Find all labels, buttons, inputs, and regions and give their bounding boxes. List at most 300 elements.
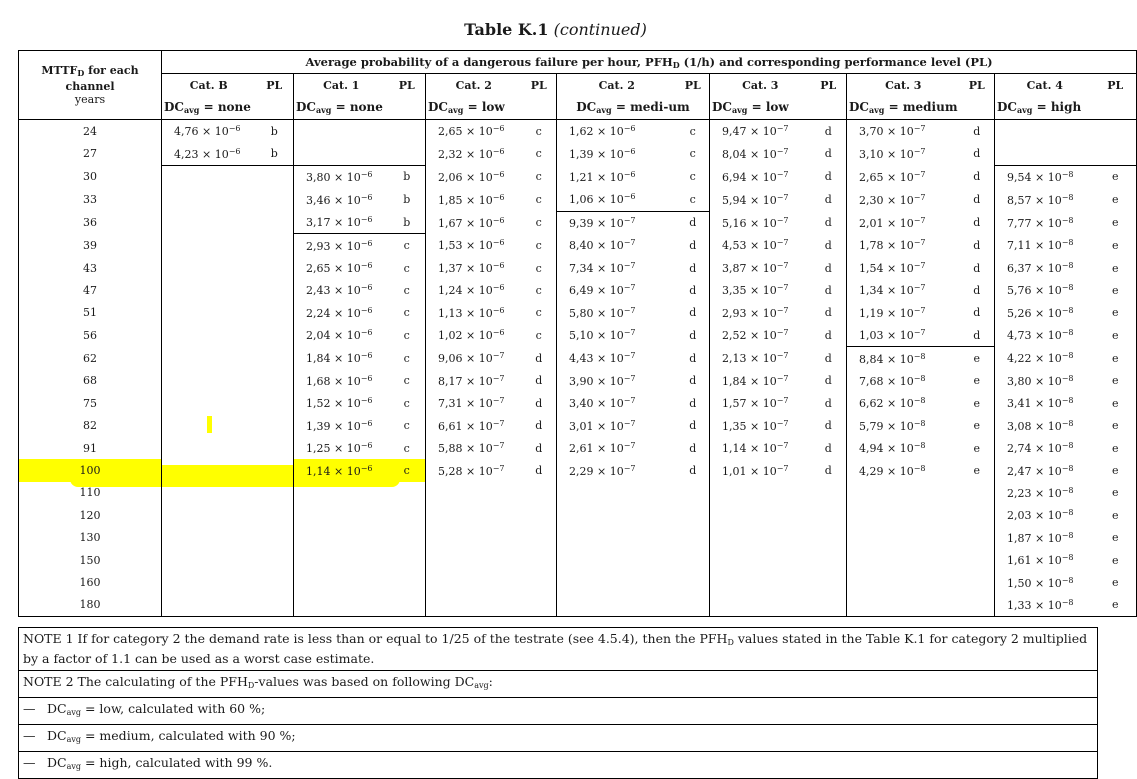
- pl-cell: [256, 482, 294, 504]
- table-row: [19, 482, 1137, 504]
- pfh-value-cell: $1,13 \times 10^{-6}$: [426, 302, 522, 324]
- pl-cell: c: [535, 328, 542, 342]
- pl-cell: c: [535, 261, 542, 275]
- pl-cell: d: [689, 328, 697, 342]
- pfh-value-cell: $7,31 \times 10^{-7}$: [426, 392, 522, 414]
- pfh-value-cell: [162, 302, 256, 324]
- pfh-value-cell: [426, 571, 522, 593]
- mttf-cell: 68: [83, 374, 97, 388]
- pfh-value-cell: [710, 504, 811, 526]
- pfh-value-cell: [162, 370, 256, 392]
- pl-cell: c: [403, 419, 410, 433]
- note-2-item: — $DC_{avg}$ = high, calculated with 99 %.: [19, 751, 1097, 778]
- pl-cell: [256, 527, 294, 549]
- pl-cell: d: [689, 351, 697, 365]
- pl-cell: [960, 571, 995, 593]
- pfh-value-cell: $2,29 \times 10^{-7}$: [557, 459, 677, 481]
- pfh-value-cell: $8,04 \times 10^{-7}$: [710, 142, 811, 165]
- pfh-value-cell: [162, 437, 256, 459]
- table-row: [19, 234, 1137, 257]
- mttf-line3: years: [74, 93, 106, 106]
- pl-cell: c: [689, 124, 696, 138]
- table-row: [19, 571, 1137, 593]
- pl-cell: [1095, 142, 1137, 165]
- pfh-value-cell: $5,10 \times 10^{-7}$: [557, 324, 677, 347]
- pfh-value-cell: $2,01 \times 10^{-7}$: [847, 211, 960, 234]
- pfh-value-cell: $8,57 \times 10^{-8}$: [995, 188, 1095, 211]
- category-header: PL: [530, 78, 547, 92]
- pl-cell: c: [689, 147, 696, 161]
- pfh-value-cell: $9,39 \times 10^{-7}$: [557, 211, 677, 234]
- pl-cell: d: [960, 324, 995, 347]
- pl-cell: d: [689, 216, 697, 230]
- mttf-cell: 43: [83, 261, 97, 275]
- pfh-value-cell: $7,77 \times 10^{-8}$: [995, 211, 1095, 234]
- pl-cell: e: [1112, 464, 1119, 478]
- pfh-value-cell: $3,90 \times 10^{-7}$: [557, 370, 677, 392]
- pl-cell: [811, 504, 847, 526]
- mttf-cell: 36: [83, 216, 97, 229]
- category-header: PL: [398, 78, 415, 92]
- pl-cell: d: [824, 374, 832, 388]
- pl-cell: c: [689, 170, 696, 184]
- pfh-value-cell: $2,93 \times 10^{-6}$: [294, 234, 389, 257]
- mttf-cell: 120: [79, 508, 101, 522]
- pfh-value-cell: $6,61 \times 10^{-7}$: [426, 415, 522, 437]
- pfh-value-cell: $2,24 \times 10^{-6}$: [294, 302, 389, 324]
- table-title-label: Table K.1: [464, 20, 549, 39]
- pfh-value-cell: [162, 527, 256, 549]
- pl-cell: d: [824, 170, 832, 184]
- note-2: [19, 670, 1097, 697]
- pfh-value-cell: $4,73 \times 10^{-8}$: [995, 324, 1095, 347]
- table-row: [19, 302, 1137, 324]
- table-row: [19, 211, 1137, 234]
- pfh-value-cell: $3,10 \times 10^{-7}$: [847, 142, 960, 165]
- pfh-value-cell: [557, 504, 677, 526]
- table-row: [19, 165, 1137, 188]
- pl-cell: d: [689, 261, 697, 275]
- pl-cell: [389, 549, 426, 571]
- pfh-value-cell: $1,78 \times 10^{-7}$: [847, 234, 960, 257]
- pl-cell: c: [677, 188, 710, 211]
- pfh-value-cell: [847, 549, 960, 571]
- pl-cell: b: [403, 170, 411, 184]
- pl-cell: d: [824, 238, 832, 252]
- mttf-line1: MTTF: [41, 64, 78, 77]
- pfh-value-cell: $2,13 \times 10^{-7}$: [710, 347, 811, 370]
- pfh-value-cell: $3,46 \times 10^{-6}$: [294, 188, 389, 211]
- pl-cell: d: [535, 441, 543, 455]
- pl-cell: d: [973, 124, 981, 138]
- pfh-value-cell: [162, 594, 256, 617]
- note-2-text-a: NOTE 2 The calculating of the PFH: [23, 674, 248, 689]
- pl-cell: [677, 594, 710, 617]
- main-header-text: Average probability of a dangerous failure per hour, PFH: [305, 54, 673, 69]
- pfh-value-cell: [162, 257, 256, 279]
- pl-cell: e: [1112, 351, 1119, 365]
- mttf-cell: 24: [83, 124, 97, 138]
- pl-cell: [522, 594, 557, 617]
- pfh-value-cell: $1,21 \times 10^{-6}$: [557, 165, 677, 188]
- pl-cell: e: [1112, 306, 1119, 320]
- pl-cell: [389, 504, 426, 526]
- pfh-value-cell: $1,37 \times 10^{-6}$: [426, 257, 522, 279]
- pfh-value-cell: [710, 527, 811, 549]
- pfh-value-cell: $3,35 \times 10^{-7}$: [710, 279, 811, 301]
- table-row: [19, 257, 1137, 279]
- pl-cell: d: [824, 441, 832, 455]
- pfh-value-cell: [162, 324, 256, 347]
- note-1-sub: D: [727, 638, 734, 647]
- pl-cell: c: [403, 396, 410, 410]
- pl-cell: e: [1112, 261, 1119, 275]
- pl-cell: b: [403, 193, 411, 207]
- pfh-value-cell: [995, 120, 1095, 143]
- pfh-value-cell: $1,62 \times 10^{-6}$: [557, 120, 677, 143]
- pl-cell: [256, 302, 294, 324]
- pl-cell: e: [973, 441, 980, 455]
- category-header: Cat. 2: [557, 74, 677, 97]
- dc-header: $DC_{avg}$ = none: [162, 96, 294, 120]
- pfh-value-cell: $1,61 \times 10^{-8}$: [995, 549, 1095, 571]
- pl-cell: e: [1112, 576, 1119, 589]
- pl-cell: c: [535, 124, 542, 138]
- pfh-value-cell: $5,26 \times 10^{-8}$: [995, 302, 1095, 324]
- pl-cell: d: [689, 419, 697, 433]
- pl-cell: e: [973, 374, 980, 388]
- pfh-value-cell: [294, 482, 389, 504]
- pl-cell: e: [1112, 419, 1119, 433]
- pfh-value-cell: [847, 571, 960, 593]
- table-row: [19, 279, 1137, 301]
- pl-cell: e: [1112, 486, 1119, 500]
- pfh-value-cell: $5,88 \times 10^{-7}$: [426, 437, 522, 459]
- pl-cell: e: [1112, 598, 1119, 612]
- pfh-value-cell: [426, 504, 522, 526]
- pfh-value-cell: $6,37 \times 10^{-8}$: [995, 257, 1095, 279]
- pl-cell: [256, 279, 294, 301]
- pfh-value-cell: [557, 594, 677, 617]
- pl-cell: d: [824, 396, 832, 410]
- pl-cell: [389, 527, 426, 549]
- pl-cell: d: [824, 193, 832, 207]
- mttf-cell: 100: [19, 459, 162, 481]
- note-1-text-a: NOTE 1 If for category 2 the demand rate is less than or equal to 1/25 of the testrate (see 4.5.4), then the PFH: [23, 631, 728, 646]
- pl-cell: d: [824, 124, 832, 138]
- mttf-cell: 51: [83, 306, 97, 320]
- pfh-value-cell: $5,80 \times 10^{-7}$: [557, 302, 677, 324]
- main-header: [162, 51, 1137, 74]
- pfh-value-cell: $5,28 \times 10^{-7}$: [426, 459, 522, 481]
- pfh-value-cell: $1,14 \times 10^{-7}$: [710, 437, 811, 459]
- pl-cell: [677, 549, 710, 571]
- pfh-value-cell: $4,94 \times 10^{-8}$: [847, 437, 960, 459]
- pfh-value-cell: $1,03 \times 10^{-7}$: [847, 324, 960, 347]
- dc-header: $DC_{avg}$ = low: [426, 96, 557, 120]
- pl-cell: c: [403, 328, 410, 342]
- pfh-value-cell: [294, 571, 389, 593]
- pl-cell: c: [535, 216, 542, 229]
- category-header: Cat. 1: [294, 74, 389, 97]
- category-header: PL: [968, 78, 985, 92]
- pfh-value-cell: $9,47 \times 10^{-7}$: [710, 120, 811, 143]
- pfh-value-cell: [426, 594, 522, 617]
- pfh-value-cell: $1,19 \times 10^{-7}$: [847, 302, 960, 324]
- pfh-value-cell: $1,57 \times 10^{-7}$: [710, 392, 811, 414]
- pl-cell: c: [535, 238, 542, 252]
- pl-cell: e: [973, 464, 980, 478]
- pl-cell: [256, 370, 294, 392]
- pl-cell: d: [824, 328, 832, 342]
- pl-cell: c: [403, 239, 410, 253]
- pl-cell: e: [1112, 441, 1119, 455]
- pfh-value-cell: $2,47 \times 10^{-8}$: [995, 459, 1095, 481]
- pl-cell: d: [973, 170, 981, 184]
- pl-cell: e: [1112, 374, 1119, 388]
- pl-cell: d: [824, 261, 832, 275]
- pfh-value-cell: [294, 120, 389, 143]
- table-row: [19, 392, 1137, 414]
- pfh-value-cell: [162, 549, 256, 571]
- pl-cell: [960, 594, 995, 617]
- pfh-value-cell: $4,22 \times 10^{-8}$: [995, 347, 1095, 370]
- pfh-value-cell: [162, 392, 256, 414]
- pl-cell: d: [973, 238, 981, 252]
- mttf-cell: 110: [79, 486, 101, 500]
- pl-cell: b: [256, 142, 294, 165]
- table-row: [19, 142, 1137, 165]
- pl-cell: d: [689, 396, 697, 410]
- pfh-value-cell: $6,94 \times 10^{-7}$: [710, 165, 811, 188]
- pl-cell: e: [1112, 238, 1119, 252]
- category-header: Cat. B: [162, 74, 256, 97]
- pfh-value-cell: [294, 142, 389, 165]
- pl-cell: [256, 324, 294, 347]
- pfh-value-cell: $1,14 \times 10^{-6}$: [294, 459, 389, 481]
- pl-cell: [811, 571, 847, 593]
- pl-cell: d: [824, 464, 832, 478]
- pfh-value-cell: [294, 527, 389, 549]
- table-title-continued: (continued): [553, 20, 647, 39]
- pl-cell: [960, 482, 995, 504]
- pfh-value-cell: [162, 504, 256, 526]
- mttf-cell: 62: [83, 351, 97, 365]
- pl-cell: b: [270, 124, 278, 138]
- dc-header: $DC_{avg}$ = high: [995, 96, 1137, 120]
- pfh-value-cell: $3,08 \times 10^{-8}$: [995, 415, 1095, 437]
- pl-cell: c: [403, 441, 410, 455]
- pfh-value-cell: $2,93 \times 10^{-7}$: [710, 302, 811, 324]
- pl-cell: d: [973, 193, 981, 207]
- pl-cell: c: [389, 459, 426, 481]
- mttf-cell: 27: [83, 147, 97, 161]
- pl-cell: d: [973, 261, 981, 275]
- note-1: [19, 627, 1097, 670]
- pl-cell: c: [535, 147, 542, 161]
- pl-cell: [256, 549, 294, 571]
- pfh-value-cell: $8,17 \times 10^{-7}$: [426, 370, 522, 392]
- pfh-value-cell: $4,53 \times 10^{-7}$: [710, 234, 811, 257]
- pl-cell: d: [535, 464, 543, 478]
- pfh-value-cell: $2,03 \times 10^{-8}$: [995, 504, 1095, 526]
- pfh-value-cell: $3,40 \times 10^{-7}$: [557, 392, 677, 414]
- pfh-value-cell: [162, 165, 256, 188]
- pfh-value-cell: [426, 482, 522, 504]
- table-title: [0, 20, 1111, 39]
- pl-cell: e: [973, 352, 980, 366]
- mttf-cell: 82: [83, 419, 97, 433]
- pl-cell: [677, 571, 710, 593]
- pl-cell: [677, 504, 710, 526]
- pl-cell: c: [403, 261, 410, 275]
- pfh-value-cell: [294, 549, 389, 571]
- pfh-value-cell: $1,84 \times 10^{-6}$: [294, 347, 389, 370]
- pfh-value-cell: $2,61 \times 10^{-7}$: [557, 437, 677, 459]
- dc-row: [19, 96, 1137, 120]
- pl-cell: [256, 234, 294, 257]
- main-header-tail: (1/h) and corresponding performance level (PL): [679, 54, 993, 69]
- pl-cell: e: [973, 419, 980, 433]
- pfh-value-cell: [710, 594, 811, 617]
- table-row: [19, 415, 1137, 437]
- pl-cell: e: [1112, 508, 1119, 522]
- pl-cell: c: [535, 283, 542, 297]
- table-row: [19, 437, 1137, 459]
- pl-cell: [256, 504, 294, 526]
- pl-cell: [811, 549, 847, 571]
- main-header-sub: D: [672, 59, 680, 70]
- mttf-cell: 180: [79, 598, 101, 612]
- pl-cell: c: [403, 351, 410, 365]
- note-2-item: — $DC_{avg}$ = low, calculated with 60 %;: [19, 697, 1097, 724]
- mttf-sub: D: [77, 68, 85, 78]
- category-row: [19, 74, 1137, 97]
- mttf-cell: 150: [79, 553, 101, 567]
- dc-header: $DC_{avg}$ = low: [710, 96, 847, 120]
- pfh-value-cell: [162, 347, 256, 370]
- pl-cell: d: [689, 374, 697, 388]
- pfh-value-cell: $1,68 \times 10^{-6}$: [294, 370, 389, 392]
- pfh-value-cell: [162, 482, 256, 504]
- pfh-value-cell: $3,87 \times 10^{-7}$: [710, 257, 811, 279]
- pfh-value-cell: $2,32 \times 10^{-6}$: [426, 142, 522, 165]
- pl-cell: d: [973, 283, 981, 297]
- pl-cell: [256, 459, 294, 481]
- category-header: Cat. 3: [847, 74, 960, 97]
- pl-cell: [256, 594, 294, 617]
- pfh-value-cell: $9,54 \times 10^{-8}$: [995, 165, 1095, 188]
- pfh-value-cell: $1,53 \times 10^{-6}$: [426, 234, 522, 257]
- pl-cell: [522, 549, 557, 571]
- notes-block: [18, 627, 1098, 779]
- pfh-value-cell: $3,17 \times 10^{-6}$: [294, 211, 389, 234]
- table-row: [19, 370, 1137, 392]
- dc-header: $DC_{avg}$ = none: [294, 96, 426, 120]
- pl-cell: [389, 594, 426, 617]
- pl-cell: [389, 142, 426, 165]
- note-1-text-b: values stated in the Table K.1 for category 2 multiplied by a factor of 1.1 can be used as a worst case estimate.: [23, 631, 1088, 666]
- note-2-colon: :: [488, 674, 493, 689]
- pfh-value-cell: $3,01 \times 10^{-7}$: [557, 415, 677, 437]
- pl-cell: [389, 482, 426, 504]
- pfh-value-cell: $4,23 \times 10^{-6}$: [162, 142, 256, 165]
- pfh-value-cell: [162, 415, 256, 437]
- table-row: [19, 120, 1137, 143]
- pl-cell: b: [389, 211, 426, 234]
- pfh-value-cell: $8,40 \times 10^{-7}$: [557, 234, 677, 257]
- pl-cell: d: [689, 283, 697, 297]
- pfh-value-cell: $1,25 \times 10^{-6}$: [294, 437, 389, 459]
- pl-cell: [256, 415, 294, 437]
- pl-cell: e: [1112, 328, 1119, 342]
- pfh-value-cell: [995, 142, 1095, 165]
- mttf-cell: 47: [83, 283, 97, 297]
- pfh-value-cell: $7,11 \times 10^{-8}$: [995, 234, 1095, 257]
- mttf-cell: 33: [83, 193, 97, 207]
- pfh-value-cell: $1,01 \times 10^{-7}$: [710, 459, 811, 481]
- mttf-cell: 75: [83, 396, 97, 410]
- pfh-value-cell: $1,35 \times 10^{-7}$: [710, 415, 811, 437]
- pfh-value-cell: [847, 594, 960, 617]
- pfh-value-cell: $1,85 \times 10^{-6}$: [426, 188, 522, 211]
- pl-cell: d: [973, 216, 981, 229]
- note-2-text-b: -values was based on following DC: [254, 674, 475, 689]
- category-header: PL: [820, 78, 837, 92]
- category-header: Cat. 4: [995, 74, 1095, 97]
- pl-cell: d: [689, 441, 697, 455]
- pfh-value-cell: [710, 482, 811, 504]
- pfh-value-cell: $1,87 \times 10^{-8}$: [995, 527, 1095, 549]
- pfh-value-cell: [162, 459, 256, 481]
- mttf-header: [19, 51, 162, 120]
- pl-cell: d: [973, 306, 981, 320]
- dc-header: $DC_{avg}$ = medium: [847, 96, 995, 120]
- table-row: [19, 504, 1137, 526]
- pl-cell: [389, 571, 426, 593]
- mttf-cell: 39: [83, 238, 97, 252]
- mttf-cell: 160: [79, 576, 101, 589]
- pl-cell: d: [973, 147, 981, 161]
- note-2-sub: D: [247, 681, 255, 690]
- pfh-value-cell: $2,06 \times 10^{-6}$: [426, 165, 522, 188]
- mttf-cell: 56: [83, 328, 97, 342]
- category-header: PL: [1107, 78, 1124, 92]
- table-body: [19, 120, 1137, 617]
- pfh-value-cell: $1,84 \times 10^{-7}$: [710, 370, 811, 392]
- pfh-value-cell: $3,80 \times 10^{-8}$: [995, 370, 1095, 392]
- pfh-value-cell: [710, 549, 811, 571]
- table-row: [19, 324, 1137, 347]
- pl-cell: [256, 165, 294, 188]
- pl-cell: e: [1112, 531, 1119, 545]
- table-row: [19, 527, 1137, 549]
- mttf-line2: channel: [65, 80, 115, 93]
- pfh-value-cell: $2,52 \times 10^{-7}$: [710, 324, 811, 347]
- pfh-value-cell: $5,94 \times 10^{-7}$: [710, 188, 811, 211]
- mttf-cell: 91: [83, 441, 97, 455]
- pl-cell: c: [535, 193, 542, 207]
- pfh-value-cell: $2,74 \times 10^{-8}$: [995, 437, 1095, 459]
- pfh-value-cell: $2,30 \times 10^{-7}$: [847, 188, 960, 211]
- pfh-value-cell: $1,39 \times 10^{-6}$: [557, 142, 677, 165]
- pfh-value-cell: [162, 188, 256, 211]
- pl-cell: [522, 504, 557, 526]
- pl-cell: [811, 594, 847, 617]
- pl-cell: [389, 120, 426, 143]
- table-row: [19, 594, 1137, 617]
- pl-cell: d: [824, 216, 832, 229]
